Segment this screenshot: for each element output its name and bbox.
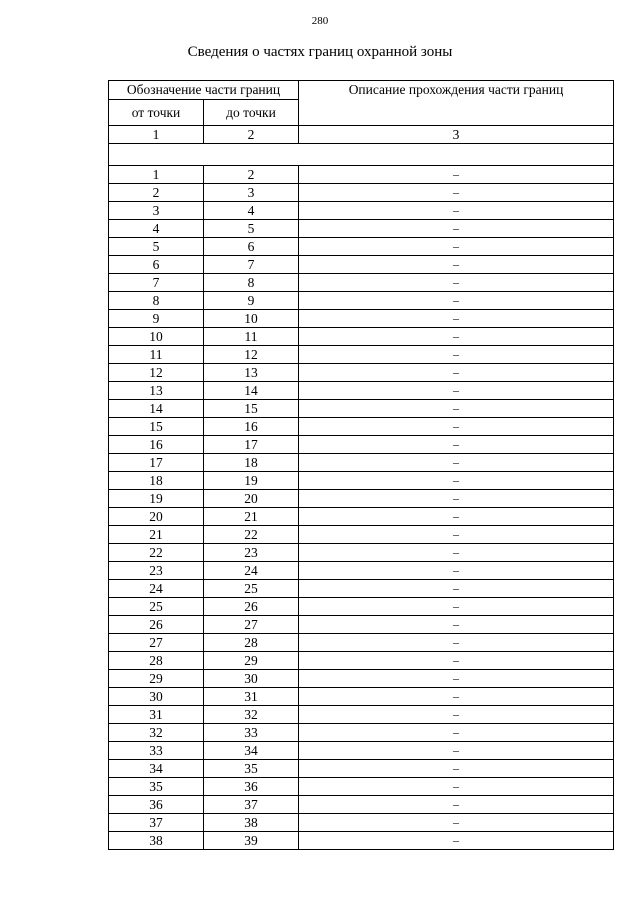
from-point-cell: 22 (109, 544, 204, 562)
to-point-cell: 20 (204, 490, 299, 508)
to-point-cell: 33 (204, 724, 299, 742)
to-point-cell: 26 (204, 598, 299, 616)
to-point-cell: 2 (204, 166, 299, 184)
table-row (109, 184, 614, 202)
from-point-cell: 19 (109, 490, 204, 508)
from-point-cell: 23 (109, 562, 204, 580)
from-point-cell: 24 (109, 580, 204, 598)
description-cell: – (299, 382, 614, 400)
description-cell: – (299, 652, 614, 670)
to-point-cell: 18 (204, 454, 299, 472)
from-point-cell: 30 (109, 688, 204, 706)
from-point-header: от точки (109, 100, 204, 126)
description-cell: – (299, 598, 614, 616)
table-row (109, 220, 614, 238)
column-number-1: 1 (109, 126, 204, 144)
page-number: 280 (311, 15, 329, 27)
to-point-cell: 23 (204, 544, 299, 562)
table-row (109, 346, 614, 364)
from-point-cell: 4 (109, 220, 204, 238)
boundary-designation-header: Обозначение части границ (109, 81, 299, 100)
table-row (109, 544, 614, 562)
description-cell: – (299, 760, 614, 778)
description-cell: – (299, 400, 614, 418)
from-point-cell: 37 (109, 814, 204, 832)
from-point-cell: 3 (109, 202, 204, 220)
table-row (109, 454, 614, 472)
column-number-row (109, 126, 614, 144)
description-cell: – (299, 688, 614, 706)
description-cell: – (299, 328, 614, 346)
from-point-cell: 34 (109, 760, 204, 778)
from-point-cell: 6 (109, 256, 204, 274)
from-point-cell: 17 (109, 454, 204, 472)
from-point-cell: 29 (109, 670, 204, 688)
to-point-cell: 36 (204, 778, 299, 796)
to-point-cell: 32 (204, 706, 299, 724)
to-point-cell: 30 (204, 670, 299, 688)
description-cell: – (299, 580, 614, 598)
from-point-cell: 25 (109, 598, 204, 616)
from-point-cell: 9 (109, 310, 204, 328)
description-header: Описание прохождения части границ (299, 81, 614, 126)
description-cell: – (299, 832, 614, 850)
description-cell: – (299, 490, 614, 508)
boundary-parts-table (108, 80, 614, 850)
table-row (109, 634, 614, 652)
from-point-cell: 32 (109, 724, 204, 742)
description-cell: – (299, 724, 614, 742)
description-cell: – (299, 508, 614, 526)
to-point-cell: 8 (204, 274, 299, 292)
to-point-cell: 13 (204, 364, 299, 382)
description-cell: – (299, 472, 614, 490)
to-point-cell: 31 (204, 688, 299, 706)
from-point-cell: 12 (109, 364, 204, 382)
column-number-3: 3 (299, 126, 614, 144)
description-cell: – (299, 616, 614, 634)
table-row (109, 202, 614, 220)
to-point-cell: 37 (204, 796, 299, 814)
table-row (109, 670, 614, 688)
from-point-cell: 36 (109, 796, 204, 814)
table-row (109, 490, 614, 508)
from-point-cell: 8 (109, 292, 204, 310)
from-point-cell: 16 (109, 436, 204, 454)
from-point-cell: 38 (109, 832, 204, 850)
description-cell: – (299, 670, 614, 688)
description-cell: – (299, 526, 614, 544)
from-point-cell: 14 (109, 400, 204, 418)
table-row (109, 814, 614, 832)
from-point-cell: 5 (109, 238, 204, 256)
to-point-cell: 16 (204, 418, 299, 436)
from-point-cell: 18 (109, 472, 204, 490)
table-row (109, 760, 614, 778)
to-point-cell: 22 (204, 526, 299, 544)
description-cell: – (299, 706, 614, 724)
to-point-cell: 15 (204, 400, 299, 418)
from-point-cell: 28 (109, 652, 204, 670)
to-point-cell: 17 (204, 436, 299, 454)
description-cell: – (299, 796, 614, 814)
table-row (109, 166, 614, 184)
from-point-cell: 7 (109, 274, 204, 292)
table-row (109, 724, 614, 742)
to-point-cell: 12 (204, 346, 299, 364)
from-point-cell: 26 (109, 616, 204, 634)
table-row (109, 742, 614, 760)
description-cell: – (299, 274, 614, 292)
table-row (109, 400, 614, 418)
to-point-cell: 21 (204, 508, 299, 526)
table-row (109, 382, 614, 400)
from-point-cell: 10 (109, 328, 204, 346)
table-row (109, 328, 614, 346)
to-point-cell: 9 (204, 292, 299, 310)
table-row (109, 652, 614, 670)
from-point-cell: 15 (109, 418, 204, 436)
description-cell: – (299, 184, 614, 202)
table-row (109, 796, 614, 814)
from-point-cell: 11 (109, 346, 204, 364)
table-row (109, 580, 614, 598)
to-point-cell: 34 (204, 742, 299, 760)
description-cell: – (299, 634, 614, 652)
section-spacer-row (109, 144, 614, 166)
table-row (109, 238, 614, 256)
description-cell: – (299, 454, 614, 472)
from-point-cell: 35 (109, 778, 204, 796)
to-point-cell: 3 (204, 184, 299, 202)
table-row (109, 274, 614, 292)
description-cell: – (299, 418, 614, 436)
description-cell: – (299, 166, 614, 184)
column-number-2: 2 (204, 126, 299, 144)
description-cell: – (299, 202, 614, 220)
description-cell: – (299, 256, 614, 274)
description-cell: – (299, 292, 614, 310)
from-point-cell: 13 (109, 382, 204, 400)
to-point-cell: 5 (204, 220, 299, 238)
header-row-1 (109, 81, 614, 100)
to-point-cell: 35 (204, 760, 299, 778)
table-row (109, 256, 614, 274)
table-row (109, 706, 614, 724)
to-point-cell: 11 (204, 328, 299, 346)
table-row (109, 310, 614, 328)
table-row (109, 562, 614, 580)
description-cell: – (299, 814, 614, 832)
from-point-cell: 31 (109, 706, 204, 724)
to-point-cell: 24 (204, 562, 299, 580)
to-point-cell: 4 (204, 202, 299, 220)
to-point-cell: 25 (204, 580, 299, 598)
description-cell: – (299, 562, 614, 580)
table-row (109, 508, 614, 526)
description-cell: – (299, 220, 614, 238)
to-point-cell: 28 (204, 634, 299, 652)
to-point-cell: 39 (204, 832, 299, 850)
description-cell: – (299, 544, 614, 562)
to-point-cell: 29 (204, 652, 299, 670)
to-point-cell: 6 (204, 238, 299, 256)
to-point-cell: 7 (204, 256, 299, 274)
table-row (109, 616, 614, 634)
description-cell: – (299, 346, 614, 364)
from-point-cell: 21 (109, 526, 204, 544)
description-cell: – (299, 310, 614, 328)
description-cell: – (299, 436, 614, 454)
table-row (109, 364, 614, 382)
from-point-cell: 33 (109, 742, 204, 760)
to-point-cell: 14 (204, 382, 299, 400)
table-row (109, 418, 614, 436)
description-cell: – (299, 778, 614, 796)
to-point-cell: 38 (204, 814, 299, 832)
table-row (109, 436, 614, 454)
to-point-cell: 10 (204, 310, 299, 328)
description-cell: – (299, 238, 614, 256)
table-row (109, 832, 614, 850)
from-point-cell: 20 (109, 508, 204, 526)
from-point-cell: 27 (109, 634, 204, 652)
page-title: Сведения о частях границ охранной зоны (187, 44, 453, 60)
from-point-cell: 2 (109, 184, 204, 202)
table-row (109, 688, 614, 706)
table-row (109, 778, 614, 796)
table-row (109, 472, 614, 490)
from-point-cell: 1 (109, 166, 204, 184)
to-point-cell: 27 (204, 616, 299, 634)
to-point-cell: 19 (204, 472, 299, 490)
table-row (109, 598, 614, 616)
section-spacer-cell (109, 144, 614, 166)
table-row (109, 526, 614, 544)
table-row (109, 292, 614, 310)
description-cell: – (299, 742, 614, 760)
to-point-header: до точки (204, 100, 299, 126)
description-cell: – (299, 364, 614, 382)
